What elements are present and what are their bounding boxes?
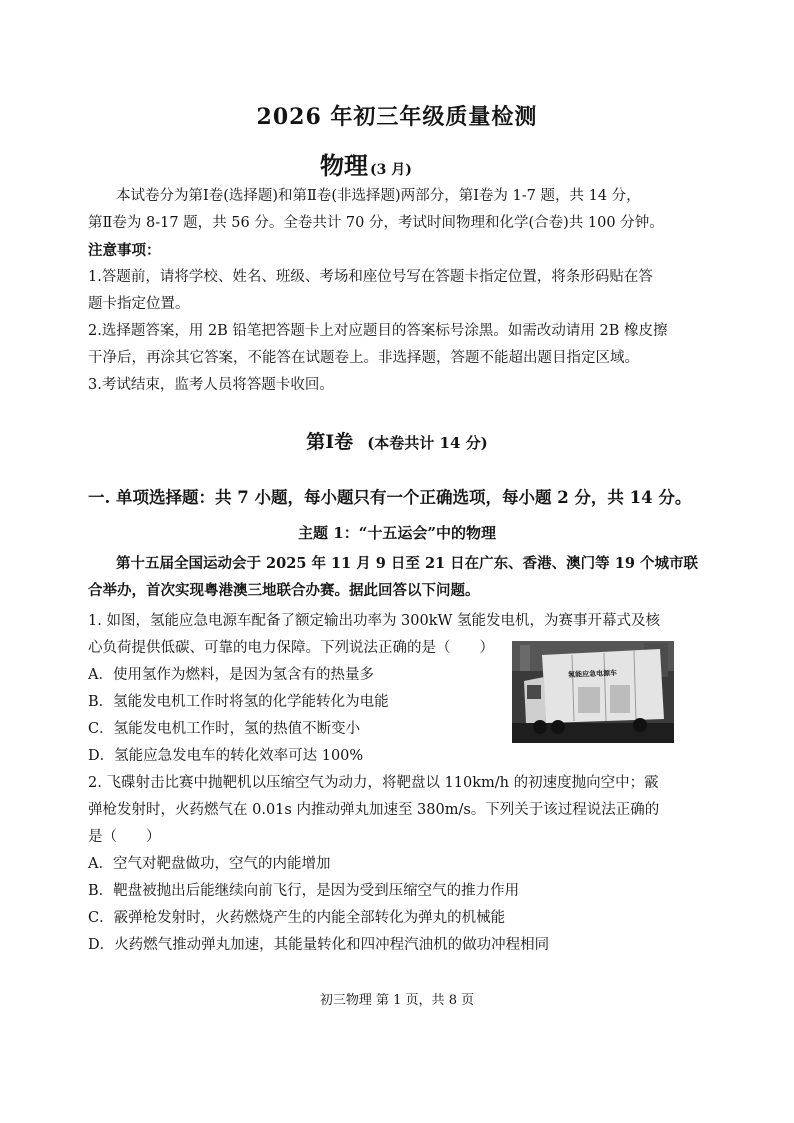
q2-option-a: A．空气对靶盘做功，空气的内能增加 <box>88 856 331 872</box>
subject-name: 物理 <box>320 151 368 180</box>
topic-intro-line-2: 合举办，首次实现粤港澳三地联合办赛。据此回答以下问题。 <box>88 582 480 599</box>
truck-sign-text: 氢能应急电源车 <box>567 669 618 679</box>
topic-heading: 主题 1：“十五运会”中的物理 <box>298 524 496 542</box>
section-note: (本卷共计 14 分) <box>367 434 488 452</box>
exam-title: 2026 年初三年级质量检测 <box>256 104 538 130</box>
q2-option-c: C．霰弹枪发射时，火药燃烧产生的内能全部转化为弹丸的机械能 <box>88 910 506 926</box>
topic-intro-line-1: 第十五届全国运动会于 2025 年 11 月 9 日至 21 日在广东、香港、澳门等 19 个城市联 <box>116 555 698 572</box>
q1-option-a: A．使用氢作为燃料，是因为氢含有的热量多 <box>88 667 374 683</box>
q2-stem-line-3: 是（ ） <box>88 829 161 845</box>
q2-stem-line-1: 2. 飞碟射击比赛中抛靶机以压缩空气为动力，将靶盘以 110km/h 的初速度抛向空中；霰 <box>88 775 659 791</box>
note-1-line-1: 1.答题前，请将学校、姓名、班级、考场和座位号写在答题卡指定位置，将条形码贴在答 <box>88 269 653 285</box>
truck-illustration <box>512 641 674 743</box>
note-3: 3.考试结束，监考人员将答题卡收回。 <box>88 377 334 393</box>
section-title: 第Ⅰ卷 <box>306 431 354 453</box>
q1-option-b: B．氢能发电机工作时将氢的化学能转化为电能 <box>88 694 389 710</box>
q1-option-c: C．氢能发电机工作时，氢的热值不断变小 <box>88 721 361 737</box>
intro-line-1: 本试卷分为第Ⅰ卷(选择题)和第Ⅱ卷(非选择题)两部分，第Ⅰ卷为 1-7 题，共 14 分， <box>116 188 641 204</box>
intro-line-2: 第Ⅱ卷为 8-17 题，共 56 分。全卷共计 70 分，考试时间物理和化学(合卷)共 100 分钟。 <box>88 215 664 231</box>
note-1-line-2: 题卡指定位置。 <box>88 296 190 312</box>
q1-stem-line-1: 1. 如图，氢能应急电源车配备了额定输出功率为 300kW 氢能发电机，为赛事开幕式及核 <box>88 613 661 629</box>
subject-heading <box>320 146 412 181</box>
part-heading: 一. 单项选择题：共 7 小题，每小题只有一个正确选项，每小题 2 分，共 14 分。 <box>88 488 692 507</box>
hydrogen-truck-photo <box>512 641 674 743</box>
notes-heading: 注意事项： <box>88 242 161 259</box>
note-2-line-1: 2.选择题答案，用 2B 铅笔把答题卡上对应题目的答案标号涂黑。如需改动请用 2B 橡皮擦 <box>88 323 668 339</box>
q1-stem-line-2: 心负荷提供低碳、可靠的电力保障。下列说法正确的是（ ） <box>88 640 494 656</box>
q2-option-b: B．靶盘被抛出后能继续向前飞行，是因为受到压缩空气的推力作用 <box>88 883 520 899</box>
q2-stem-line-2: 弹枪发射时，火药燃气在 0.01s 内推动弹丸加速至 380m/s。下列关于该过程说法正确的 <box>88 802 660 818</box>
section-heading <box>0 427 794 454</box>
q1-option-d: D．氢能应急发电车的转化效率可达 100% <box>88 748 364 764</box>
exam-month: (3 月) <box>370 162 412 178</box>
q2-option-d: D．火药燃气推动弹丸加速，其能量转化和四冲程汽油机的做功冲程相同 <box>88 937 550 953</box>
page-footer: 初三物理 第 1 页，共 8 页 <box>319 993 475 1008</box>
note-2-line-2: 干净后，再涂其它答案，不能答在试题卷上。非选择题，答题不能超出题目指定区域。 <box>88 350 639 366</box>
